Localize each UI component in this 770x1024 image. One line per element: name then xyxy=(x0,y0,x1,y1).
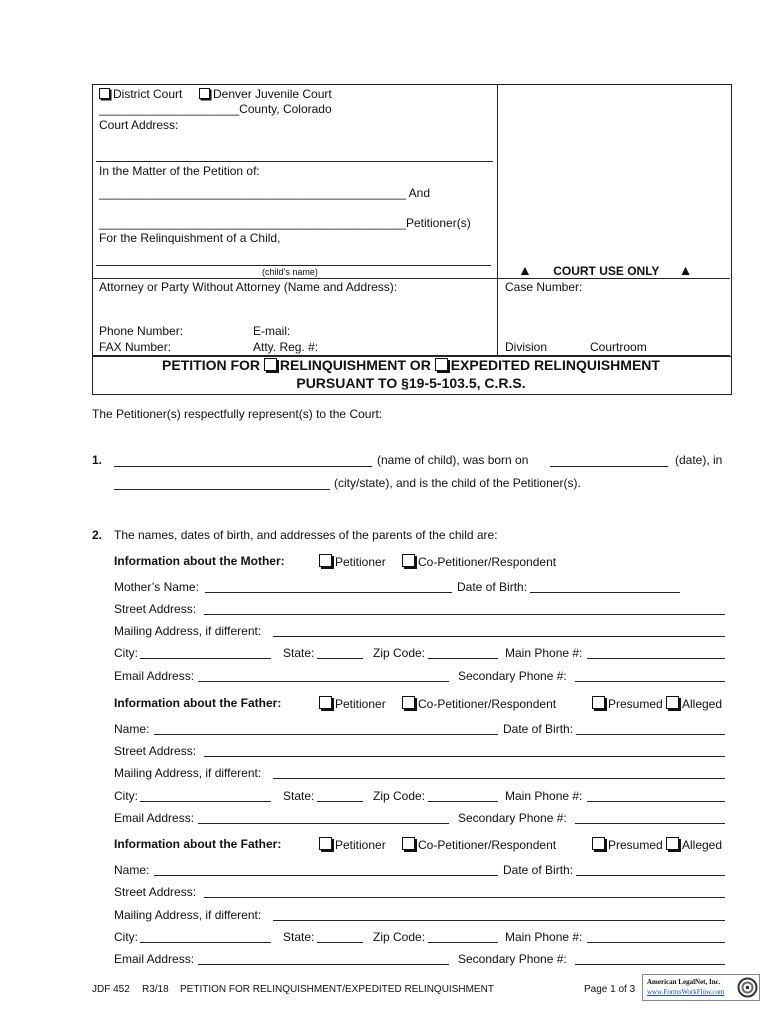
name-of-child-label: (name of child), was born on xyxy=(377,453,529,467)
father-co-petitioner-checkbox[interactable] xyxy=(402,696,415,709)
relinquishment-checkbox[interactable] xyxy=(264,358,277,371)
form-revision: R3/18 xyxy=(142,984,169,995)
father-email-field[interactable] xyxy=(198,823,449,824)
mother-petitioner-checkbox[interactable] xyxy=(319,554,332,567)
mother-dob-field[interactable] xyxy=(530,592,680,593)
father-mailing-field[interactable] xyxy=(273,778,725,779)
mother-co-petitioner-checkbox[interactable] xyxy=(402,554,415,567)
father-state-label: State: xyxy=(283,789,315,803)
father-city-field[interactable] xyxy=(140,942,271,943)
father-secondary-phone-label: Secondary Phone #: xyxy=(458,952,567,966)
father-state-field[interactable] xyxy=(317,942,363,943)
father-zip-label: Zip Code: xyxy=(373,789,426,803)
mother-email-label: Email Address: xyxy=(114,669,195,683)
mother-petitioner-option[interactable]: Petitioner xyxy=(319,554,386,569)
father-dob-field[interactable] xyxy=(576,875,725,876)
mother-state-field[interactable] xyxy=(317,658,363,659)
father-dob-label: Date of Birth: xyxy=(503,722,574,736)
father-heading: Information about the Father: xyxy=(114,837,282,851)
mother-main-phone-label: Main Phone #: xyxy=(505,646,583,660)
relinquishment-label: For the Relinquishment of a Child, xyxy=(99,231,281,245)
father-petitioner-option[interactable]: Petitioner xyxy=(319,837,386,852)
fax-number-label: FAX Number: xyxy=(99,340,172,354)
mother-email-field[interactable] xyxy=(198,681,449,682)
mother-main-phone-field[interactable] xyxy=(587,658,725,659)
birth-date-field[interactable] xyxy=(550,466,668,467)
court-address-label: Court Address: xyxy=(99,118,179,132)
mother-street-field[interactable] xyxy=(204,614,725,615)
mother-city-label: City: xyxy=(114,646,138,660)
mother-state-label: State: xyxy=(283,646,315,660)
caption-row-divider xyxy=(92,278,730,279)
courtroom-label: Courtroom xyxy=(590,340,647,354)
father-petitioner-option[interactable]: Petitioner xyxy=(319,696,386,711)
mother-mailing-label: Mailing Address, if different: xyxy=(114,624,262,638)
father-secondary-phone-field[interactable] xyxy=(575,964,725,965)
petition-title-line1: PETITION FOR RELINQUISHMENT OR EXPEDITED RELINQUISHMENT xyxy=(162,357,660,373)
father-street-field[interactable] xyxy=(204,897,725,898)
father-mailing-label: Mailing Address, if different: xyxy=(114,908,262,922)
father-alleged-checkbox[interactable] xyxy=(666,696,679,709)
father-dob-field[interactable] xyxy=(576,734,725,735)
father-city-label: City: xyxy=(114,789,138,803)
item-2-number: 2. xyxy=(92,528,103,542)
mother-heading: Information about the Mother: xyxy=(114,554,285,568)
father-email-field[interactable] xyxy=(198,964,449,965)
atty-reg-label: Atty. Reg. #: xyxy=(253,340,319,354)
father-street-field[interactable] xyxy=(204,756,725,757)
form-id: JDF 452 xyxy=(92,984,130,995)
father-petitioner-checkbox[interactable] xyxy=(319,837,332,850)
father-email-label: Email Address: xyxy=(114,811,195,825)
caption-divider xyxy=(497,84,498,355)
father-name-field[interactable] xyxy=(154,875,498,876)
mother-name-label: Mother’s Name: xyxy=(114,580,199,594)
father-heading: Information about the Father: xyxy=(114,696,282,710)
father-zip-field[interactable] xyxy=(428,942,498,943)
attorney-label: Attorney or Party Without Attorney (Name and Address): xyxy=(99,280,398,294)
father-presumed-checkbox[interactable] xyxy=(592,837,605,850)
father-name-label: Name: xyxy=(114,863,150,877)
father-city-label: City: xyxy=(114,930,138,944)
father-name-field[interactable] xyxy=(154,734,498,735)
up-triangle-icon: ▲ xyxy=(518,262,532,278)
father-secondary-phone-label: Secondary Phone #: xyxy=(458,811,567,825)
father-zip-field[interactable] xyxy=(428,801,498,802)
case-number-label: Case Number: xyxy=(505,280,583,294)
childs-name-line xyxy=(96,265,491,266)
father-presumed-option[interactable]: Presumed xyxy=(592,696,663,711)
mother-name-field[interactable] xyxy=(205,592,452,593)
father-main-phone-field[interactable] xyxy=(587,942,725,943)
mother-secondary-phone-field[interactable] xyxy=(575,681,725,682)
father-name-label: Name: xyxy=(114,722,150,736)
up-triangle-icon: ▲ xyxy=(678,262,693,278)
father-mailing-label: Mailing Address, if different: xyxy=(114,766,262,780)
mother-secondary-phone-label: Secondary Phone #: xyxy=(458,669,567,683)
county-line[interactable]: _____________________County, Colorado xyxy=(99,102,332,116)
father-petitioner-checkbox[interactable] xyxy=(319,696,332,709)
father-co-petitioner-option[interactable]: Co-Petitioner/Respondent xyxy=(402,696,556,711)
father-alleged-option[interactable]: Alleged xyxy=(666,837,722,852)
father-mailing-field[interactable] xyxy=(273,920,725,921)
father-co-petitioner-checkbox[interactable] xyxy=(402,837,415,850)
date-label: (date), in xyxy=(675,453,723,467)
father-dob-label: Date of Birth: xyxy=(503,863,574,877)
intro-text: The Petitioner(s) respectfully represent(s) to the Court: xyxy=(92,407,383,421)
denver-juvenile-checkbox[interactable] xyxy=(199,88,210,99)
item-2-text: The names, dates of birth, and addresses of the parents of the child are: xyxy=(114,528,498,542)
city-state-label: (city/state), and is the child of the Petitioner(s). xyxy=(334,476,581,490)
child-name-field[interactable] xyxy=(114,466,372,467)
father-presumed-option[interactable]: Presumed xyxy=(592,837,663,852)
mother-zip-field[interactable] xyxy=(428,658,498,659)
page-number: Page 1 of 3 xyxy=(584,984,636,995)
mother-street-label: Street Address: xyxy=(114,602,197,616)
mother-mailing-field[interactable] xyxy=(273,636,725,637)
mother-dob-label: Date of Birth: xyxy=(457,580,528,594)
father-city-field[interactable] xyxy=(140,801,271,802)
mother-co-petitioner-option[interactable]: Co-Petitioner/Respondent xyxy=(402,554,556,569)
district-court-checkbox[interactable] xyxy=(99,88,110,99)
father-secondary-phone-field[interactable] xyxy=(575,823,725,824)
petition-title-line2: PURSUANT TO §19-5-103.5, C.R.S. xyxy=(296,375,526,391)
petitioners-line[interactable]: ______________________________________________Petitioner(s) xyxy=(99,216,471,230)
father-alleged-option[interactable]: Alleged xyxy=(666,696,722,711)
father-street-label: Street Address: xyxy=(114,744,197,758)
childs-name-caption: (child’s name) xyxy=(262,267,318,277)
court-address-line xyxy=(96,161,493,162)
father-state-label: State: xyxy=(283,930,315,944)
item-1-number: 1. xyxy=(92,453,103,467)
mother-zip-label: Zip Code: xyxy=(373,646,426,660)
father-email-label: Email Address: xyxy=(114,952,195,966)
petitioner-and-line[interactable]: ______________________________________________ And xyxy=(99,186,431,200)
father-co-petitioner-option[interactable]: Co-Petitioner/Respondent xyxy=(402,837,556,852)
phone-number-label: Phone Number: xyxy=(99,324,184,338)
father-state-field[interactable] xyxy=(317,801,363,802)
denver-juvenile-option[interactable]: Denver Juvenile Court xyxy=(199,87,332,101)
email-label: E-mail: xyxy=(253,324,291,338)
division-label: Division xyxy=(505,340,548,354)
father-main-phone-label: Main Phone #: xyxy=(505,930,583,944)
father-zip-label: Zip Code: xyxy=(373,930,426,944)
mother-city-field[interactable] xyxy=(140,658,271,659)
expedited-relinquishment-checkbox[interactable] xyxy=(435,358,448,371)
american-legalnet-logo[interactable]: American LegalNet, Inc. www.FormsWorkFlow.com xyxy=(642,974,760,1001)
father-main-phone-field[interactable] xyxy=(587,801,725,802)
in-the-matter-label: In the Matter of the Petition of: xyxy=(99,164,260,178)
birth-city-field[interactable] xyxy=(114,489,330,490)
court-use-only-label: ▲ COURT USE ONLY ▲ xyxy=(518,262,693,278)
father-presumed-checkbox[interactable] xyxy=(592,696,605,709)
father-main-phone-label: Main Phone #: xyxy=(505,789,583,803)
logo-emblem-icon xyxy=(737,977,758,998)
form-title: PETITION FOR RELINQUISHMENT/EXPEDITED RELINQUISHMENT xyxy=(180,984,494,995)
district-court-option[interactable]: District Court xyxy=(99,87,182,101)
father-alleged-checkbox[interactable] xyxy=(666,837,679,850)
father-street-label: Street Address: xyxy=(114,885,197,899)
